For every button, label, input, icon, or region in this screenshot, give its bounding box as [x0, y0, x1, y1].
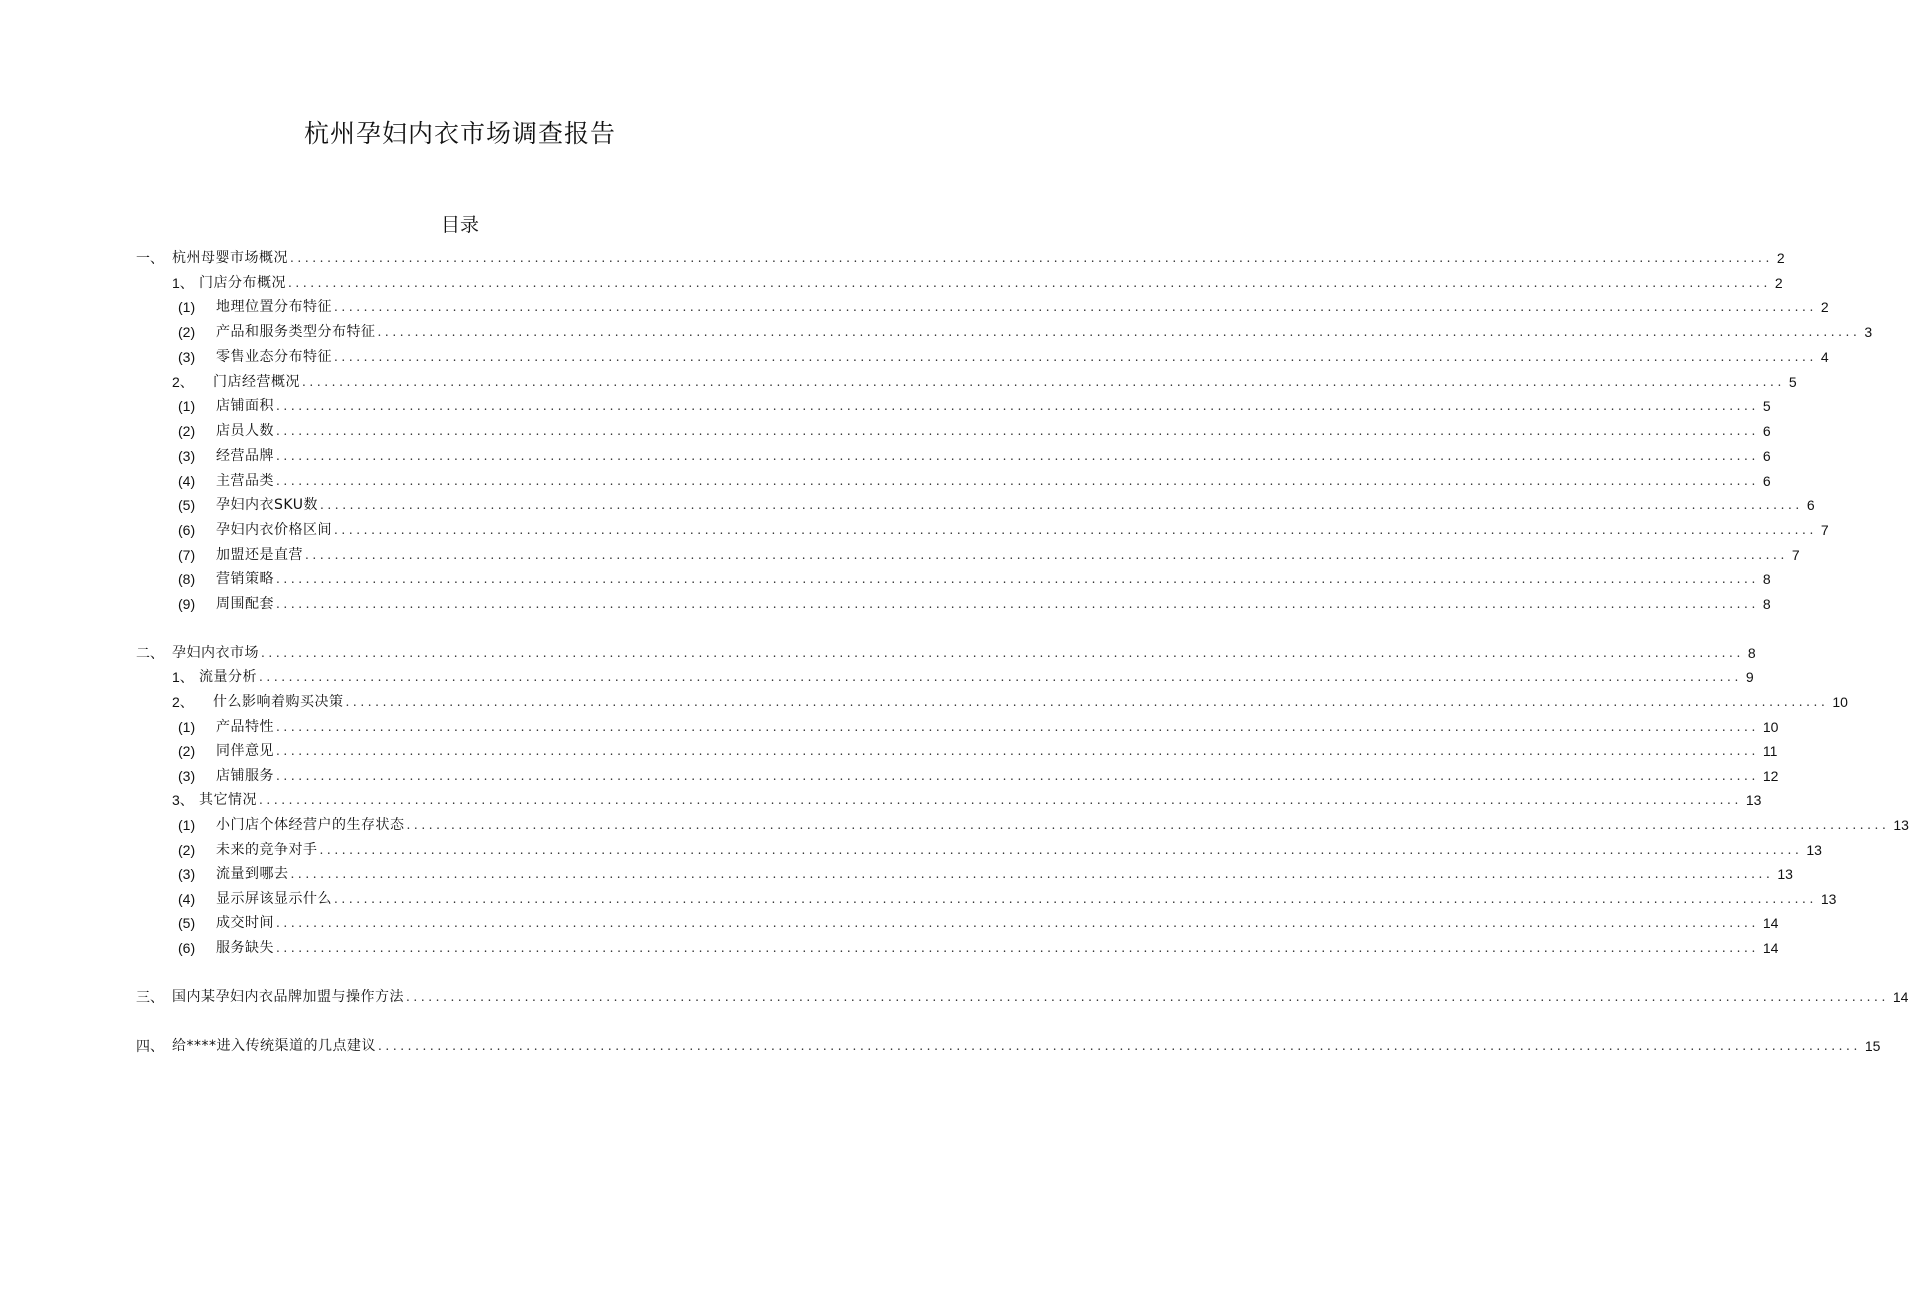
toc-entry-number: (6) [178, 940, 196, 956]
toc-entry-number: (8) [178, 571, 196, 587]
toc-entry-number: (1) [178, 299, 196, 315]
toc-entry-title: 流量分析 [199, 669, 257, 685]
toc-entry-title: 什么影响着购买决策 [213, 694, 344, 710]
toc-entry-title: 孕妇内衣市场 [172, 645, 259, 661]
toc-dot-leader: ........................................................................................................................................................................................................ [276, 941, 1759, 955]
toc-entry-number: 三、 [136, 989, 164, 1005]
toc-entry-number: (4) [178, 891, 196, 907]
toc-dot-leader: ........................................................................................................................................................................................................ [276, 399, 1759, 413]
toc-entry-page-number: 13 [1745, 792, 1762, 808]
toc-dot-leader: ........................................................................................................................................................................................................ [276, 720, 1759, 734]
toc-entry-page-number: 10 [1832, 694, 1848, 710]
toc-dot-leader: ........................................................................................................................................................................................................ [305, 548, 1788, 562]
toc-entry-number: (5) [178, 497, 196, 513]
toc-dot-leader: ........................................................................................................................................................................................................ [276, 449, 1759, 463]
toc-entry[interactable] [178, 717, 1779, 737]
toc-dot-leader: ........................................................................................................................................................................................................ [345, 695, 1829, 709]
toc-entry-page-number: 8 [1747, 645, 1756, 661]
toc-entry-page-number: 7 [1820, 522, 1829, 538]
toc-entry-number: (1) [178, 398, 196, 414]
toc-entry-title: 未来的竞争对手 [216, 842, 318, 858]
toc-entry[interactable] [178, 322, 1873, 342]
toc-dot-leader: ........................................................................................................................................................................................................ [406, 818, 1890, 832]
toc-entry[interactable] [178, 938, 1779, 958]
toc-entry[interactable] [136, 248, 1785, 268]
toc-entry-title: 经营品牌 [216, 448, 274, 464]
toc-dot-leader: ........................................................................................................................................................................................................ [334, 892, 1817, 906]
toc-entry[interactable] [178, 864, 1793, 884]
toc-entry[interactable] [136, 643, 1756, 663]
toc-entry-page-number: 6 [1762, 473, 1771, 489]
toc-entry-number: 2、 [172, 374, 194, 390]
document-title: 杭州孕妇内衣市场调查报告 [303, 119, 616, 148]
toc-entry-number: 2、 [172, 694, 194, 710]
toc-dot-leader: ........................................................................................................................................................................................................ [290, 251, 1773, 265]
toc-entry-page-number: 13 [1820, 891, 1837, 907]
toc-entry-title: 门店分布概况 [199, 275, 286, 291]
toc-entry-page-number: 3 [1864, 324, 1873, 340]
toc-entry-page-number: 6 [1762, 448, 1771, 464]
toc-entry-title: 店铺面积 [216, 398, 274, 414]
toc-entry-title: 显示屏该显示什么 [216, 891, 332, 907]
toc-entry[interactable] [178, 913, 1779, 933]
toc-entry-title: 营销策略 [216, 571, 274, 587]
toc-entry[interactable] [178, 741, 1778, 761]
toc-entry[interactable] [172, 790, 1762, 810]
toc-dot-leader: ........................................................................................................................................................................................................ [259, 793, 1742, 807]
toc-dot-leader: ........................................................................................................................................................................................................ [276, 769, 1759, 783]
toc-entry-number: 3、 [172, 792, 194, 808]
toc-entry-title: 零售业态分布特征 [216, 349, 332, 365]
toc-entry-number: (3) [178, 448, 196, 464]
toc-entry-page-number: 9 [1745, 669, 1754, 685]
toc-entry-number: 1、 [172, 275, 194, 291]
toc-entry-title: 周围配套 [216, 596, 274, 612]
toc-dot-leader: ........................................................................................................................................................................................................ [378, 1039, 1861, 1053]
toc-entry-number: (1) [178, 719, 196, 735]
toc-dot-leader: ........................................................................................................................................................................................................ [334, 523, 1817, 537]
toc-entry-number: (9) [178, 596, 196, 612]
toc-entry[interactable] [178, 569, 1771, 589]
toc-dot-leader: ........................................................................................................................................................................................................ [288, 276, 1771, 290]
toc-entry[interactable] [172, 273, 1783, 293]
toc-entry-title: 店铺服务 [216, 768, 274, 784]
toc-entry-number: (2) [178, 423, 196, 439]
toc-entry[interactable] [172, 372, 1797, 392]
toc-entry[interactable] [136, 987, 1909, 1007]
toc-entry-page-number: 15 [1864, 1038, 1881, 1054]
toc-entry-title: 国内某孕妇内衣品牌加盟与操作方法 [172, 989, 404, 1005]
toc-entry[interactable] [172, 692, 1848, 712]
toc-entry-title: 门店经营概况 [213, 374, 300, 390]
toc-dot-leader: ........................................................................................................................................................................................................ [319, 498, 1803, 512]
toc-entry-title: 店员人数 [216, 423, 274, 439]
toc-entry-number: (1) [178, 817, 196, 833]
toc-dot-leader: ........................................................................................................................................................................................................ [276, 424, 1759, 438]
toc-entry[interactable] [178, 520, 1829, 540]
toc-entry-number: (5) [178, 915, 196, 931]
toc-entry-page-number: 5 [1762, 398, 1771, 414]
toc-entry-page-number: 11 [1762, 743, 1778, 759]
toc-entry-page-number: 5 [1788, 374, 1797, 390]
toc-entry-page-number: 2 [1776, 250, 1785, 266]
toc-entry-page-number: 13 [1893, 817, 1909, 833]
toc-dot-leader: ........................................................................................................................................................................................................ [377, 325, 1861, 339]
toc-entry-page-number: 7 [1791, 547, 1800, 563]
toc-dot-leader: ........................................................................................................................................................................................................ [261, 646, 1744, 660]
toc-entry[interactable] [172, 667, 1754, 687]
toc-entry-number: (3) [178, 349, 196, 365]
toc-entry-title: 成交时间 [216, 915, 274, 931]
toc-dot-leader: ........................................................................................................................................................................................................ [276, 916, 1759, 930]
toc-entry-page-number: 2 [1820, 299, 1829, 315]
toc-dot-leader: ........................................................................................................................................................................................................ [259, 670, 1742, 684]
toc-entry[interactable] [178, 840, 1822, 860]
toc-entry-page-number: 8 [1762, 571, 1771, 587]
toc-heading: 目录 [440, 214, 479, 236]
toc-entry[interactable] [136, 1036, 1881, 1056]
toc-entry[interactable] [178, 471, 1771, 491]
toc-entry-page-number: 14 [1892, 989, 1909, 1005]
toc-entry-page-number: 13 [1777, 866, 1793, 882]
toc-entry-page-number: 6 [1806, 497, 1815, 513]
toc-dot-leader: ........................................................................................................................................................................................................ [334, 350, 1817, 364]
toc-entry[interactable] [178, 545, 1800, 565]
toc-entry[interactable] [178, 766, 1779, 786]
toc-entry[interactable] [178, 815, 1909, 835]
toc-entry[interactable] [178, 347, 1829, 367]
toc-entry-number: (4) [178, 473, 196, 489]
toc-dot-leader: ........................................................................................................................................................................................................ [319, 843, 1803, 857]
toc-entry-title: 孕妇内衣SKU数 [216, 497, 318, 513]
toc-entry-number: 一、 [136, 250, 164, 266]
toc-entry-number: 四、 [136, 1038, 164, 1054]
toc-entry-number: (7) [178, 547, 196, 563]
toc-entry-page-number: 8 [1762, 596, 1771, 612]
toc-entry[interactable] [178, 889, 1837, 909]
toc-entry-title: 给****进入传统渠道的几点建议 [172, 1038, 376, 1054]
toc-entry-title: 小门店个体经营户的生存状态 [216, 817, 405, 833]
toc-entry-number: (3) [178, 866, 196, 882]
toc-entry[interactable] [178, 297, 1829, 317]
toc-entry-number: (3) [178, 768, 196, 784]
toc-entry-title: 其它情况 [199, 792, 257, 808]
toc-entry-title: 加盟还是直营 [216, 547, 303, 563]
toc-entry-title: 服务缺失 [216, 940, 274, 956]
toc-entry-title: 产品特性 [216, 719, 274, 735]
toc-entry[interactable] [178, 421, 1771, 441]
toc-entry-title: 产品和服务类型分布特征 [216, 324, 376, 340]
toc-entry-number: (6) [178, 522, 196, 538]
toc-entry-title: 主营品类 [216, 473, 274, 489]
toc-entry[interactable] [178, 396, 1771, 416]
toc-entry-page-number: 10 [1762, 719, 1779, 735]
toc-entry-page-number: 14 [1762, 940, 1779, 956]
toc-dot-leader: ........................................................................................................................................................................................................ [276, 744, 1759, 758]
toc-entry-page-number: 12 [1762, 768, 1779, 784]
toc-entry-number: (2) [178, 842, 196, 858]
toc-dot-leader: ........................................................................................................................................................................................................ [302, 375, 1785, 389]
toc-entry-number: (2) [178, 743, 196, 759]
toc-entry-page-number: 4 [1820, 349, 1829, 365]
toc-entry-number: 1、 [172, 669, 194, 685]
toc-dot-leader: ........................................................................................................................................................................................................ [276, 572, 1759, 586]
toc-entry-page-number: 14 [1762, 915, 1779, 931]
toc-entry-title: 同伴意见 [216, 743, 274, 759]
toc-dot-leader: ........................................................................................................................................................................................................ [276, 597, 1759, 611]
toc-dot-leader: ........................................................................................................................................................................................................ [276, 474, 1759, 488]
toc-dot-leader: ........................................................................................................................................................................................................ [406, 990, 1889, 1004]
toc-entry-page-number: 2 [1774, 275, 1783, 291]
toc-dot-leader: ........................................................................................................................................................................................................ [334, 300, 1817, 314]
toc-entry-title: 孕妇内衣价格区间 [216, 522, 332, 538]
toc-entry[interactable] [178, 495, 1815, 515]
toc-entry-page-number: 6 [1762, 423, 1771, 439]
toc-entry-number: 二、 [136, 645, 164, 661]
toc-entry-number: (2) [178, 324, 196, 340]
toc-entry-title: 杭州母婴市场概况 [172, 250, 288, 266]
toc-entry[interactable] [178, 594, 1771, 614]
toc-entry-title: 地理位置分布特征 [216, 299, 332, 315]
toc-entry-title: 流量到哪去 [216, 866, 289, 882]
toc-dot-leader: ........................................................................................................................................................................................................ [290, 867, 1774, 881]
toc-entry[interactable] [178, 446, 1771, 466]
toc-entry-page-number: 13 [1806, 842, 1822, 858]
